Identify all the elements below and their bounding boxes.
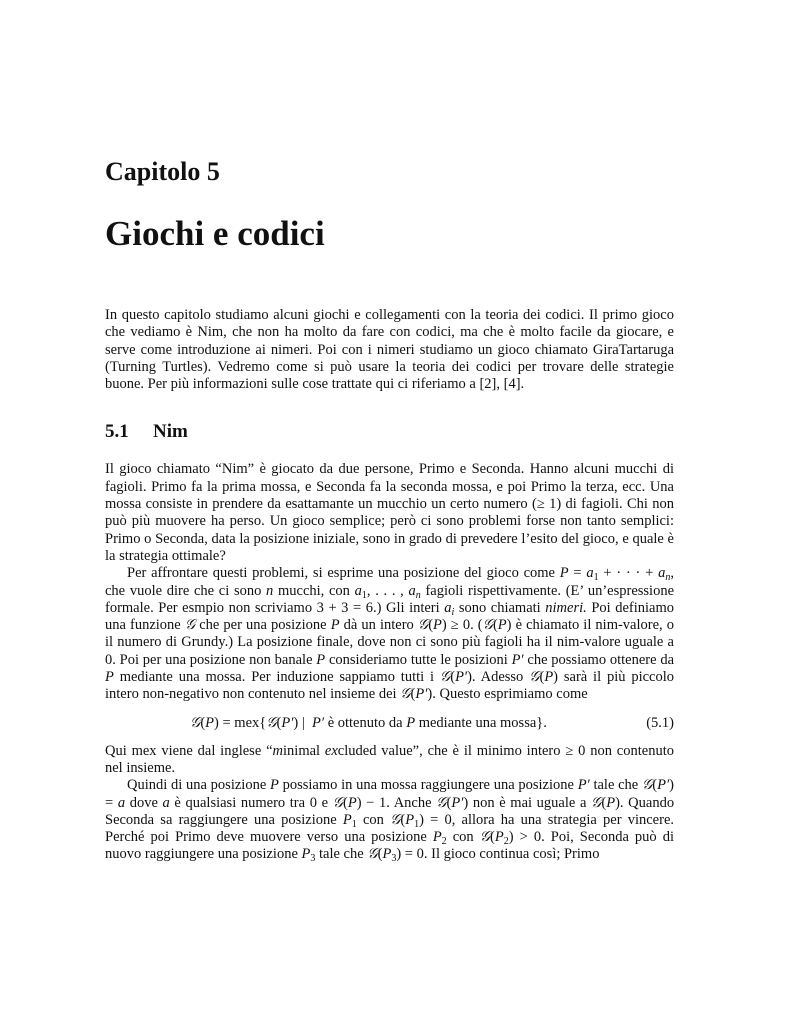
equation-body: 𝒢(P) = mex{𝒢(P′) | P′ è ottenuto da P mediante una mossa}. (190, 714, 547, 731)
chapter-title: Giochi e codici (105, 214, 325, 253)
paragraph-rules: Il gioco chiamato “Nim” è giocato da due persone, Primo e Seconda. Hanno alcuni mucchi di fagioli. Primo fa la prima mossa, e Seconda fa la seconda mossa, e poi Primo la terza, ecc. Una mossa consiste in prendere da esattamante un mucchio un certo numero (≥ 1) di fagioli. Chi non può più muovere ha perso. Un gioco semplice; però ci sono problemi forse non tanto semplici: Primo o Seconda, data la posizione iniziale, sono in grado di prevedere l’esito del gioco, e quale è la strategia ottimale? (105, 461, 674, 564)
intro-block (105, 307, 674, 393)
equation-number: (5.1) (646, 714, 674, 731)
equation-5-1 (105, 715, 674, 732)
paragraph-definition: Per affrontare questi problemi, si esprime una posizione del gioco come $P = a_1$ + · · · + $a_n$, che vuole dire che ci sono n mucchi, con $a_1$, . . . , $a_n$ fagioli rispettivamente. (E’ un’espressione formale. Per esmpio non scriviamo 3 + 3 = 6.) Gli interi $a_i$ sono chiamati nimeri. Poi definiamo una funzione 𝒢 che per una posizione P dà un intero 𝒢(P) ≥ 0. (𝒢(P) è chiamato il nim-valore, o il numero di Grundy.) La posizione finale, dove non ci sono più fagioli ha il nim-valore uguale a 0. Poi per una posizione non banale P consideriamo tutte le posizioni P′ che possiamo ottenere da P mediante una mossa. Per induzione sappiamo tutti i 𝒢(P′). Adesso 𝒢(P) sarà il più piccolo intero non-negativo non contenuto nel insieme dei 𝒢(P′). Questo esprimiamo come (105, 565, 675, 703)
section-number: 5.1 (105, 421, 129, 443)
section-heading (105, 420, 674, 444)
intro-paragraph: In questo capitolo studiamo alcuni giochi e collegamenti con la teoria dei codici. Il primo gioco che vediamo è Nim, che non ha molto da fare con codici, ma che è molto facile da giocare, e serve come introduzione ai nimeri. Poi con i nimeri studiamo un gioco chiamato GiraTartaruga (Turning Turtles). Vedremo come si può usare la teoria dei codici per trovare delle strategie buone. Per più informazioni sulle cose trattate qui ci riferiamo a [2], [4]. (105, 307, 674, 393)
section-title: Nim (153, 421, 188, 443)
chapter-label: Capitolo 5 (105, 157, 220, 186)
page-content (105, 153, 674, 864)
paragraph-strategy: Quindi di una posizione P possiamo in una mossa raggiungere una posizione P′ tale che 𝒢(P′) = a dove a è qualsiasi numero tra 0 e 𝒢(P) − 1. Anche 𝒢(P′) non è mai uguale a 𝒢(P). Quando Seconda sa raggiungere una posizione $P_1$ con $𝒢(P_1) = 0$, allora ha una strategia per vincere. Perché poi Primo deve muovere verso una posizione $P_2$ con $𝒢(P_2) > 0$. Poi, Seconda può di nuovo raggiungere una posizione $P_3$ tale che $𝒢(P_3) = 0$. Il gioco continua così; Primo (105, 777, 675, 865)
paragraph-mex: Qui mex viene dal inglese “minimal excluded value”, che è il minimo intero ≥ 0 non contenuto nel insieme. (105, 742, 674, 776)
